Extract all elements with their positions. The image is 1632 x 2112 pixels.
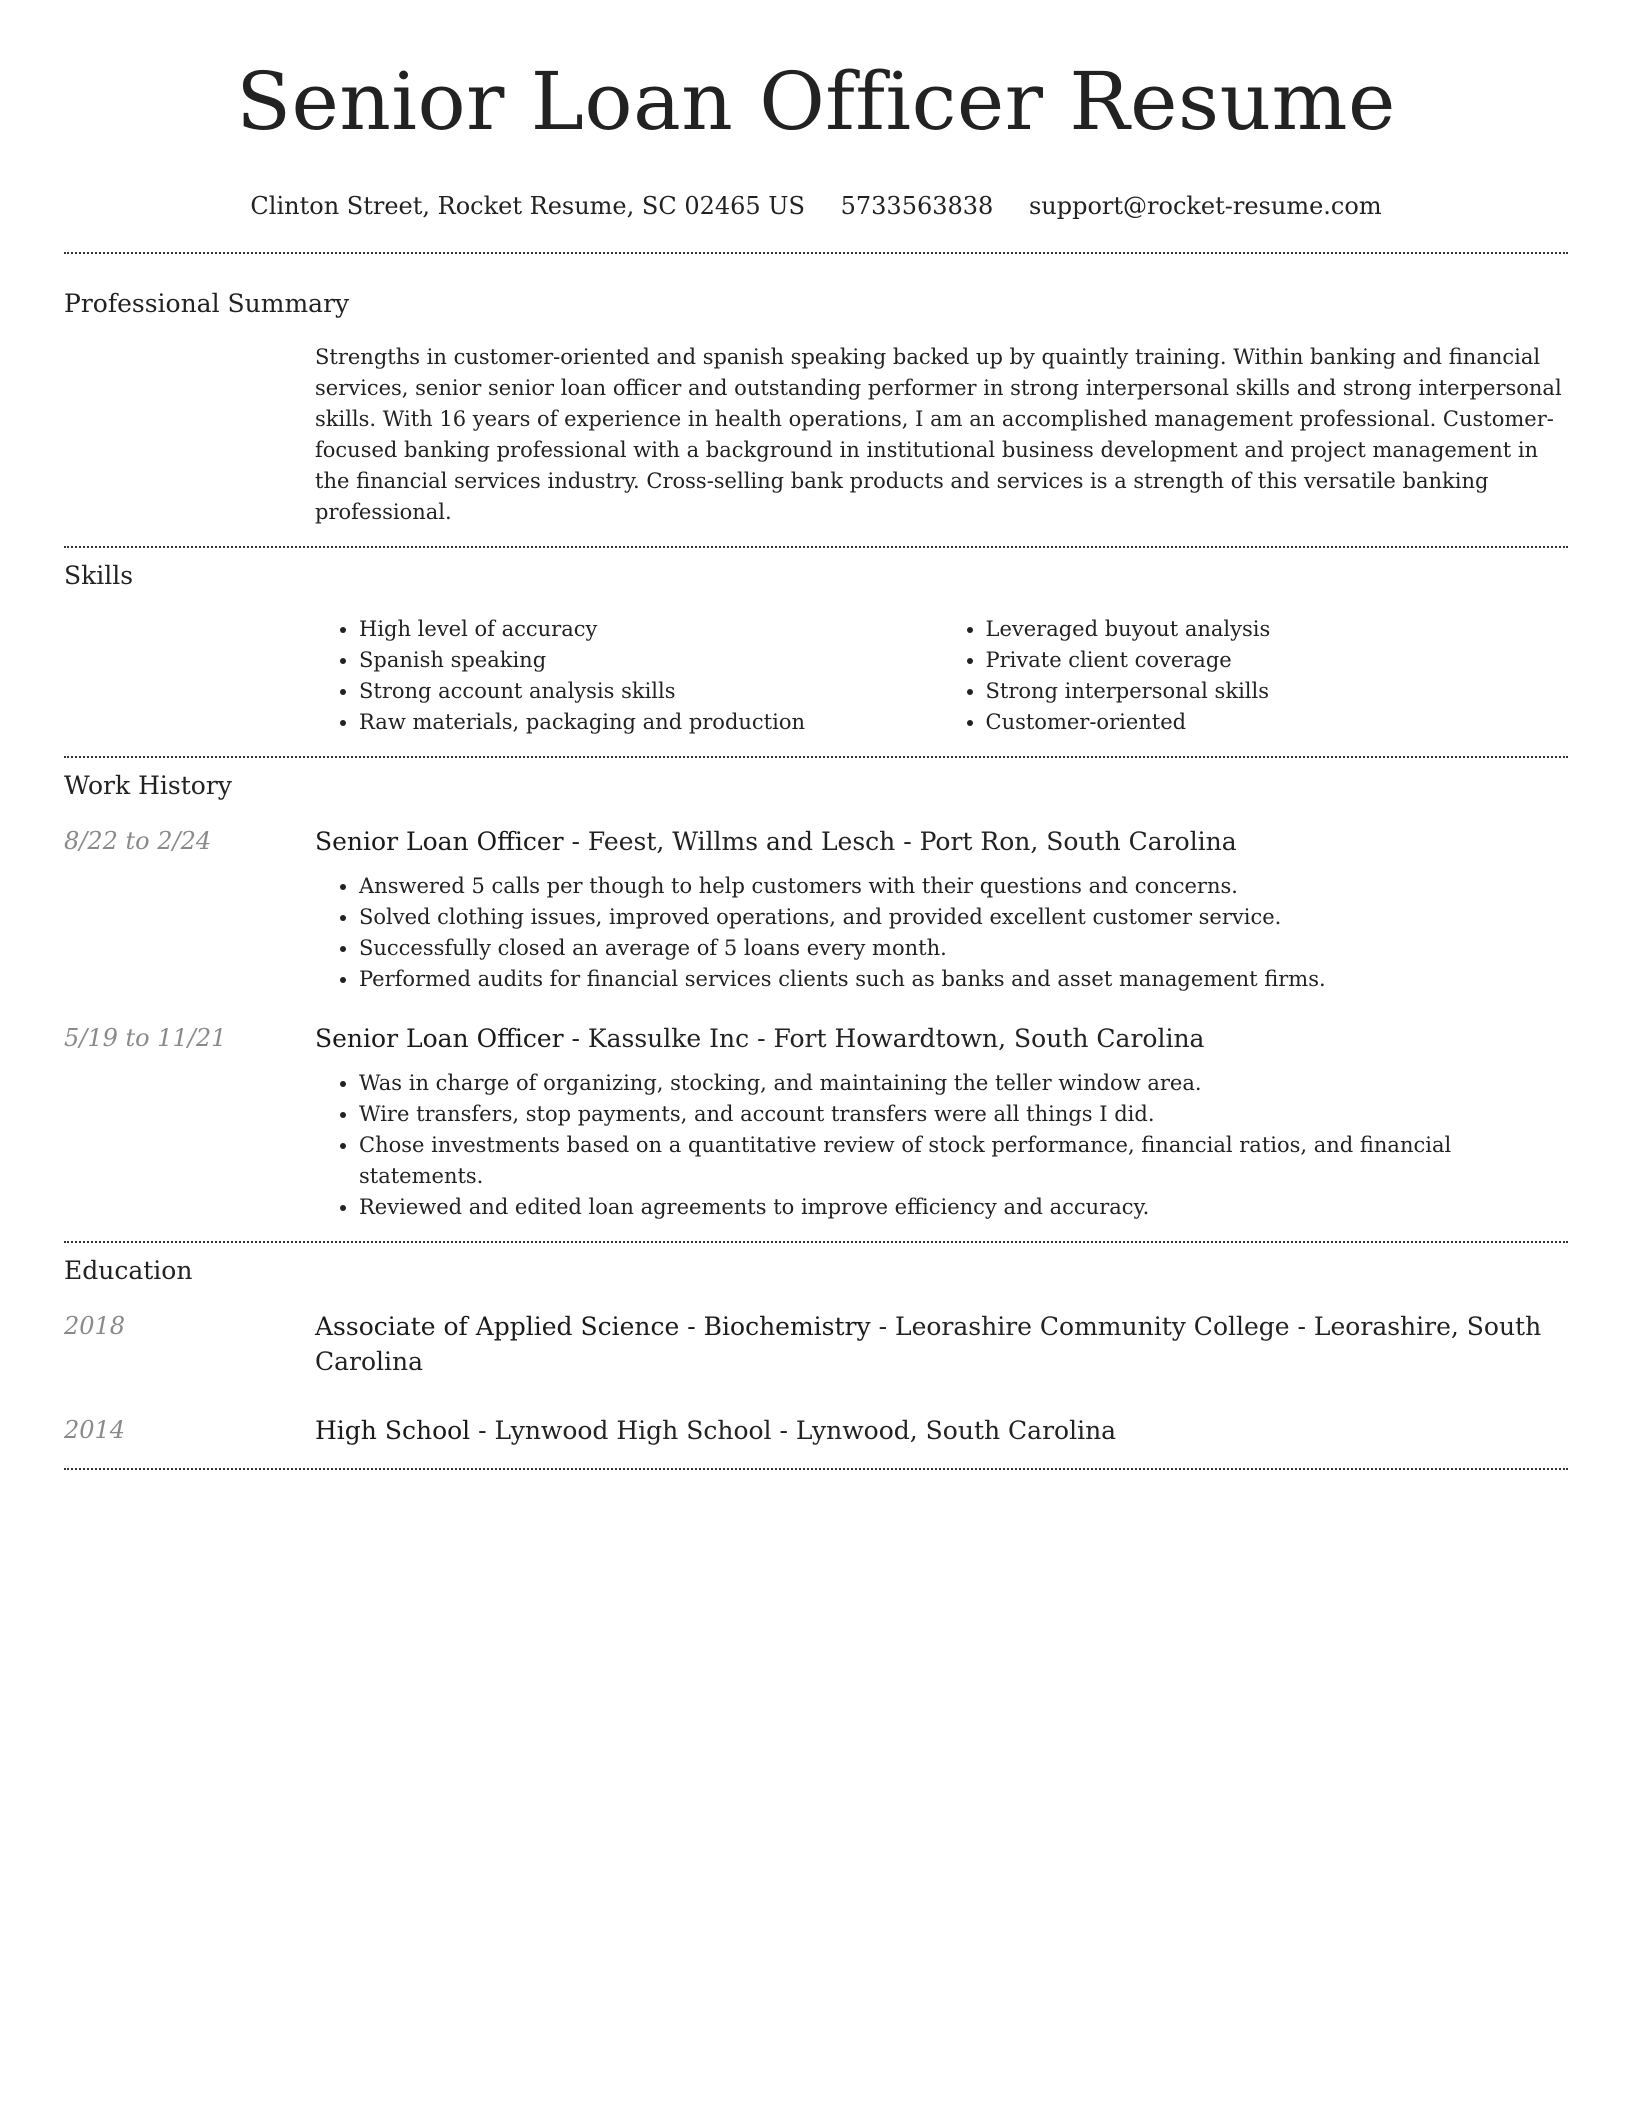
education-details: - Lynwood High School - Lynwood, South Carolina	[470, 1416, 1117, 1445]
job-dates: 5/19 to 11/21	[64, 1024, 227, 1052]
contact-phone: 5733563838	[840, 192, 994, 220]
skill-item: • Customer-oriented	[986, 707, 1569, 738]
job-details: - Kassulke Inc - Fort Howardtown, South Carolina	[563, 1024, 1205, 1053]
work-section	[64, 758, 1568, 1241]
job-details: - Feest, Willms and Lesch - Port Ron, South Carolina	[563, 827, 1237, 856]
skill-item: • Strong interpersonal skills	[986, 676, 1569, 707]
job-entry	[64, 824, 1568, 995]
education-year: 2018	[64, 1312, 126, 1340]
contact-address: Clinton Street, Rocket Resume, SC 02465 US	[250, 192, 805, 220]
contact-line	[64, 190, 1568, 222]
skills-list-left	[315, 614, 942, 738]
summary-section	[64, 254, 1568, 546]
skill-item: • Spanish speaking	[359, 645, 942, 676]
job-bullet: • Successfully closed an average of 5 loans every month.	[359, 933, 1568, 964]
job-bullets	[315, 871, 1568, 995]
job-bullet: • Wire transfers, stop payments, and account transfers were all things I did.	[359, 1099, 1568, 1130]
job-title	[315, 1021, 1568, 1056]
job-bullets	[315, 1068, 1568, 1223]
job-entry	[64, 1021, 1568, 1241]
job-bullet: • Chose investments based on a quantitative review of stock performance, financial ratios, and financial statements.	[359, 1130, 1568, 1192]
job-dates: 8/22 to 2/24	[64, 827, 212, 855]
education-details: - Leorashire Community College - Leorashire, South Carolina	[315, 1312, 1542, 1376]
skill-item: • Strong account analysis skills	[359, 676, 942, 707]
skill-item: • High level of accuracy	[359, 614, 942, 645]
job-bullet: • Answered 5 calls per though to help customers with their questions and concerns.	[359, 871, 1568, 902]
education-title	[315, 1309, 1568, 1379]
education-heading: Education	[64, 1256, 193, 1285]
education-degree: High School	[315, 1416, 471, 1445]
education-entry	[64, 1413, 1568, 1468]
skills-list-right	[942, 614, 1569, 738]
job-position: Senior Loan Officer	[315, 827, 564, 856]
education-degree: Associate of Applied Science - Biochemistry	[315, 1312, 871, 1341]
page-title: Senior Loan Officer Resume	[236, 55, 1396, 148]
contact-email: support@rocket-resume.com	[1028, 192, 1382, 220]
job-bullet: • Solved clothing issues, improved operations, and provided excellent customer service.	[359, 902, 1568, 933]
job-position: Senior Loan Officer	[315, 1024, 564, 1053]
education-section	[64, 1243, 1568, 1468]
job-bullet: • Was in charge of organizing, stocking, and maintaining the teller window area.	[359, 1068, 1568, 1099]
job-bullet: • Performed audits for financial services clients such as banks and asset management firms.	[359, 964, 1568, 995]
skill-item: • Raw materials, packaging and production	[359, 707, 942, 738]
summary-heading: Professional Summary	[64, 289, 350, 318]
job-title	[315, 824, 1568, 859]
education-title	[315, 1413, 1568, 1448]
education-entry	[64, 1309, 1568, 1379]
skills-section	[64, 548, 1568, 756]
skill-item: • Private client coverage	[986, 645, 1569, 676]
job-bullet: • Reviewed and edited loan agreements to improve efficiency and accuracy.	[359, 1192, 1568, 1223]
education-year: 2014	[64, 1416, 126, 1444]
summary-text: Strengths in customer-oriented and spanish speaking backed up by quaintly training. Within banking and financial services, senior senior loan officer and outstanding performer in strong interpersonal skills and strong interpersonal skills. With 16 years of experience in health operations, I am an accomplished management professional. Customer-focused banking professional with a background in institutional business development and project management in the financial services industry. Cross-selling bank products and services is a strength of this versatile banking professional.	[315, 345, 1562, 524]
work-heading: Work History	[64, 771, 232, 800]
skills-grid	[315, 614, 1568, 738]
divider	[64, 1468, 1568, 1470]
skills-heading: Skills	[64, 561, 134, 590]
skill-item: • Leveraged buyout analysis	[986, 614, 1569, 645]
